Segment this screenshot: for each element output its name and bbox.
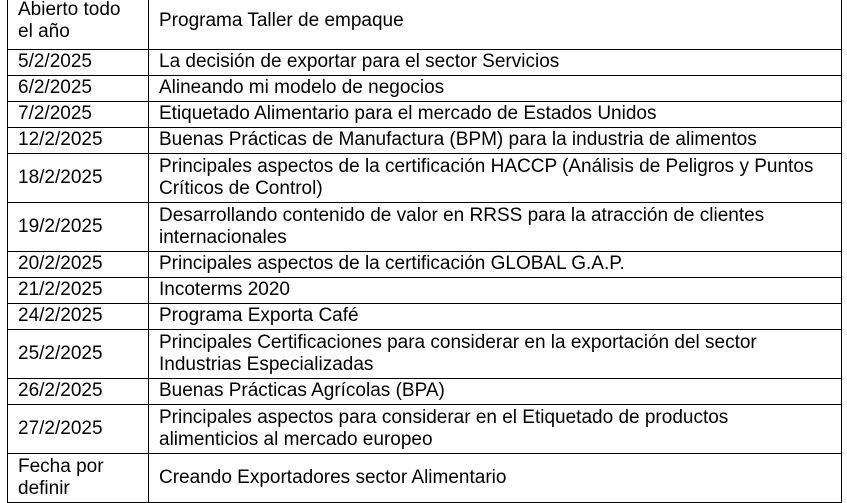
row-date: Fecha por definir	[8, 454, 149, 503]
row-title: Principales aspectos para considerar en el Etiquetado de productos alimenticios al mercado europeo	[149, 405, 842, 454]
table-row	[8, 203, 842, 252]
table-row	[8, 50, 842, 76]
row-date: 19/2/2025	[8, 203, 149, 252]
row-title: Principales Certificaciones para considerar en la exportación del sector Industrias Especializadas	[149, 330, 842, 379]
row-title: Incoterms 2020	[149, 278, 842, 304]
table-row	[8, 128, 842, 154]
row-title: Programa Taller de empaque	[149, 0, 842, 50]
row-title: Creando Exportadores sector Alimentario	[149, 454, 842, 503]
table-row	[8, 405, 842, 454]
row-title: Alineando mi modelo de negocios	[149, 76, 842, 102]
row-date: 24/2/2025	[8, 304, 149, 330]
row-title: Buenas Prácticas Agrícolas (BPA)	[149, 379, 842, 405]
row-title: La decisión de exportar para el sector Servicios	[149, 50, 842, 76]
row-title: Principales aspectos de la certificación HACCP (Análisis de Peligros y Puntos Críticos de Control)	[149, 154, 842, 203]
row-date: 6/2/2025	[8, 76, 149, 102]
table-row	[8, 278, 842, 304]
table-row	[8, 379, 842, 405]
row-date: 18/2/2025	[8, 154, 149, 203]
row-date: 27/2/2025	[8, 405, 149, 454]
table-row	[8, 0, 842, 50]
row-date: 26/2/2025	[8, 379, 149, 405]
row-date: 5/2/2025	[8, 50, 149, 76]
schedule-table	[7, 0, 842, 503]
row-title: Etiquetado Alimentario para el mercado de Estados Unidos	[149, 102, 842, 128]
row-date: 25/2/2025	[8, 330, 149, 379]
row-title: Principales aspectos de la certificación GLOBAL G.A.P.	[149, 252, 842, 278]
row-date: 7/2/2025	[8, 102, 149, 128]
row-title: Programa Exporta Café	[149, 304, 842, 330]
row-date: 12/2/2025	[8, 128, 149, 154]
table-row	[8, 252, 842, 278]
table-row	[8, 304, 842, 330]
table-row	[8, 76, 842, 102]
row-date: 20/2/2025	[8, 252, 149, 278]
row-date: 21/2/2025	[8, 278, 149, 304]
table-row	[8, 330, 842, 379]
table-row	[8, 102, 842, 128]
table-row	[8, 454, 842, 503]
row-title: Desarrollando contenido de valor en RRSS para la atracción de clientes internacionales	[149, 203, 842, 252]
row-title: Buenas Prácticas de Manufactura (BPM) para la industria de alimentos	[149, 128, 842, 154]
table-row	[8, 154, 842, 203]
row-date: Abierto todo el año	[8, 0, 149, 50]
